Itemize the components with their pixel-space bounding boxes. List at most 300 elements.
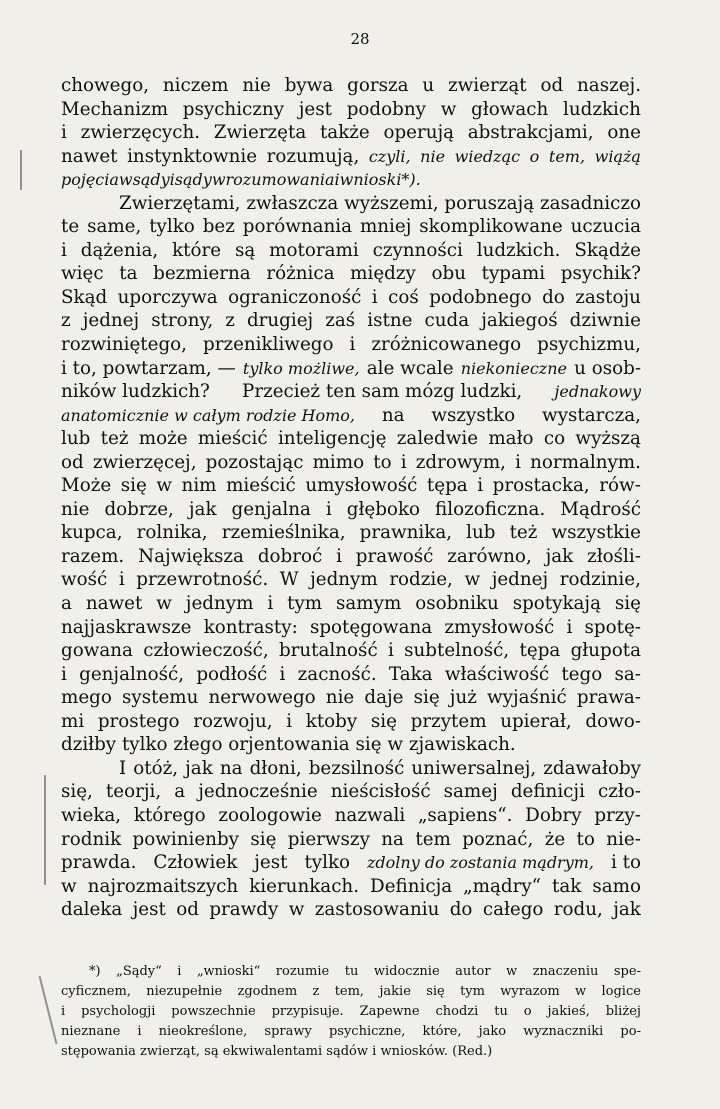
word: skomplikowane (419, 216, 563, 238)
word: widocznie (373, 964, 440, 979)
word: w (440, 98, 457, 120)
word: nieokreślone, (158, 1024, 248, 1039)
word: bezsilność (308, 757, 405, 779)
word: spotęgowana (309, 616, 433, 638)
word: stępowania (61, 1044, 141, 1059)
word: w (575, 984, 587, 999)
word: się (426, 984, 445, 999)
word: nawet (61, 145, 118, 167)
word: jednym (310, 569, 378, 591)
word: powinienby (132, 828, 239, 850)
word: tak (552, 875, 582, 897)
word: wieka, (61, 804, 122, 826)
word: tu (494, 1004, 508, 1019)
word: jak (188, 498, 217, 520)
italic-phrase: tem, (548, 146, 586, 166)
word: nie (325, 687, 355, 709)
word: zwierzęcej, (92, 451, 197, 473)
word: znaczeniu (532, 964, 599, 979)
word: daleka (61, 899, 123, 921)
word: rodnik (61, 828, 122, 850)
word: psychik? (560, 263, 641, 285)
word: więc (61, 263, 104, 285)
word: i (61, 663, 67, 685)
italic-phrase: anatomicznie w całym rodzie Homo, (61, 405, 355, 425)
word: z (225, 310, 235, 332)
body-line (61, 98, 641, 122)
word: jednym (185, 593, 254, 615)
word: w (156, 593, 172, 615)
word: w (387, 734, 409, 756)
word: są (204, 1044, 223, 1059)
body-line (61, 309, 641, 333)
word: w (61, 875, 77, 897)
word: właściwość (444, 663, 550, 685)
word: przewrotność. (136, 569, 269, 591)
word: w (156, 475, 172, 497)
word: spe- (613, 964, 641, 979)
word: umysłowość (305, 475, 418, 497)
word: „wnioski“ (196, 964, 261, 979)
body-line (61, 380, 641, 404)
word: pozostając (205, 451, 304, 473)
word: zarówno, (447, 545, 532, 567)
body-line (61, 192, 641, 216)
word: się (370, 710, 397, 732)
word: od (540, 75, 564, 96)
word: rozumują, (266, 145, 360, 167)
word: jest (298, 98, 332, 120)
word: lub (466, 522, 496, 544)
word: już (449, 687, 477, 709)
word: się, (61, 781, 93, 803)
word: prawnika, (359, 522, 453, 544)
italic-phrase: pojęcia (61, 170, 119, 190)
word: i (267, 593, 274, 615)
word: psychologji (81, 1004, 156, 1019)
word: które (172, 239, 222, 261)
margin-mark (20, 150, 22, 190)
body-line (61, 828, 641, 852)
italic-phrase: w (211, 170, 226, 190)
word: logice (601, 984, 641, 999)
body-line (61, 733, 641, 757)
word: zasadniczo (539, 192, 641, 214)
body-line (61, 898, 641, 922)
word: na (381, 404, 405, 426)
word: mego (61, 687, 112, 709)
word: po- (620, 1024, 641, 1039)
word: istne (367, 310, 413, 332)
word: rodu, (553, 899, 603, 921)
word: złego (173, 734, 229, 756)
word: najjaskrawsze (61, 616, 192, 638)
word: filozoficzna. (435, 498, 546, 520)
word: przenikliwego (203, 334, 334, 356)
body-line (61, 616, 641, 640)
word: razem. (61, 545, 125, 567)
word: zwierząt (448, 75, 527, 96)
word: wyższą (575, 428, 641, 450)
word: instynktownie (127, 145, 258, 167)
word: zaledwie (396, 428, 479, 450)
word: „Sądy“ (116, 964, 162, 979)
word: brutalność (278, 640, 378, 662)
word: się (120, 475, 147, 497)
word: bez (202, 216, 235, 238)
word: jest (132, 899, 166, 921)
word: złośli- (587, 545, 641, 567)
word: między (350, 263, 416, 285)
word: co (543, 428, 566, 450)
word: zwierząt, (140, 1044, 205, 1059)
word: ludzkich (563, 98, 641, 120)
word: i (118, 569, 125, 591)
word: daje (364, 687, 404, 709)
body-line (61, 357, 641, 381)
word: bezmierna (153, 263, 251, 285)
word: (Red.) (452, 1044, 493, 1059)
word: rodzie, (389, 569, 453, 591)
word: ta (119, 263, 138, 285)
word: cyficznem, (61, 984, 131, 999)
word: Dobry (525, 804, 582, 826)
word: sądów (326, 1044, 373, 1059)
word: jednej (491, 569, 549, 591)
footnote-line (61, 962, 641, 982)
word: czło- (597, 781, 641, 803)
word: ale wcale (366, 357, 454, 379)
word: jak (185, 757, 213, 779)
word: systemu (122, 687, 199, 709)
word: zwierzęcych. (80, 122, 201, 144)
italic-phrase: i (169, 170, 175, 190)
word: Skądże (574, 239, 641, 261)
word: podobnego (429, 286, 532, 308)
word: podłość (196, 663, 268, 685)
word: tem (415, 828, 451, 850)
word: się (250, 828, 277, 850)
word: w (288, 899, 305, 921)
word: o (523, 1004, 532, 1019)
word: i (349, 334, 356, 356)
word: w (464, 569, 481, 591)
word: tylko (304, 852, 351, 874)
word: prawda. (61, 852, 137, 874)
word: teorji, (105, 781, 162, 803)
body-line (61, 239, 641, 263)
word: wyjaśnić (486, 687, 567, 709)
word: mi (61, 710, 85, 732)
word: bywa (284, 75, 334, 96)
word: uczucia (570, 216, 641, 238)
word: i (515, 451, 521, 473)
word: czynności (372, 239, 463, 261)
body-line (61, 686, 641, 710)
word: cuda (424, 310, 470, 332)
word: niezupełnie (146, 984, 223, 999)
word: normalnym. (530, 451, 641, 473)
word: gorsza (347, 75, 409, 96)
word: wszystkie (551, 522, 641, 544)
word: Mechanizm (61, 98, 169, 120)
word: wyrazom (500, 984, 560, 999)
word: otóż, (133, 757, 179, 779)
word: a (61, 593, 72, 615)
word: samo (592, 875, 641, 897)
body-line (61, 474, 641, 498)
body-line (61, 333, 641, 357)
word: rzemieślnika, (221, 522, 346, 544)
word: wszystko (431, 404, 516, 426)
body-line (61, 168, 641, 192)
word: mimo (312, 451, 365, 473)
word: a (174, 781, 186, 803)
word: i (400, 451, 407, 473)
italic-phrase: niekonieczne (460, 358, 567, 378)
italic-phrase: sądy (132, 170, 170, 190)
word: uporczywa (117, 286, 218, 308)
word: dłoni, (249, 757, 302, 779)
word: gowana (61, 640, 133, 662)
word: podobny (346, 98, 426, 120)
word: sprawy (264, 1024, 312, 1039)
word: jest (254, 852, 288, 874)
body-line (61, 121, 641, 145)
word: jak (545, 545, 574, 567)
word: „mądry“ (463, 875, 541, 897)
body-line (61, 498, 641, 522)
word: genjalna (231, 498, 311, 520)
word: zróżnicowanego (371, 334, 522, 356)
word: psychiczny (182, 98, 285, 120)
word: upierał, (500, 710, 572, 732)
word: się (413, 687, 440, 709)
word: u (422, 75, 435, 96)
word: Przecież ten sam mózg ludzki, (242, 381, 523, 403)
word: naszej. (577, 75, 641, 96)
word: że (544, 828, 566, 850)
body-line (61, 404, 641, 428)
word: i (371, 286, 378, 308)
word: i to, powtarzam, — (61, 357, 236, 379)
word: to (373, 451, 392, 473)
body-line (61, 427, 641, 451)
word: się (614, 593, 641, 615)
word: na (381, 828, 404, 850)
word: różnica (266, 263, 335, 285)
word: pierwszy (287, 828, 370, 850)
word: może (138, 428, 188, 450)
word: od (176, 899, 199, 921)
word: kupca, (61, 522, 123, 544)
italic-phrase: wiążą (594, 146, 641, 166)
word: jednocześnie (198, 781, 318, 803)
italic-phrase: i (334, 170, 340, 190)
word: tym (460, 984, 485, 999)
word: dziwnie (569, 310, 641, 332)
word: chodzi (435, 1004, 479, 1019)
italic-phrase: jednakowy (554, 382, 641, 402)
word: zastoju (575, 286, 641, 308)
word: inteligencję (277, 428, 387, 450)
word: ludzkich. (476, 239, 561, 261)
italic-phrase: wiedząc (454, 146, 521, 166)
italic-phrase: sądy (174, 170, 212, 190)
word: motorami (269, 239, 359, 261)
body-line (61, 780, 641, 804)
body-line (61, 545, 641, 569)
word: chowego, (61, 75, 150, 96)
word: Taka (388, 663, 433, 685)
word: tępa (426, 475, 468, 497)
word: i (137, 1024, 142, 1039)
body-line (61, 568, 641, 592)
word: nerwowego (208, 687, 316, 709)
word: ników ludzkich? (61, 381, 210, 403)
body-line (61, 145, 641, 169)
word: przytem (410, 710, 487, 732)
word: człowieczość, (143, 640, 269, 662)
word: w (506, 964, 518, 979)
body-line (61, 592, 641, 616)
word: jakieś, (547, 1004, 590, 1019)
word: i (566, 616, 573, 638)
word: definicji (510, 781, 585, 803)
word: dobroć (257, 545, 323, 567)
body-line (61, 851, 641, 875)
word: abstrakcjami, (467, 122, 594, 144)
word: i (477, 475, 484, 497)
word: jakie (379, 984, 411, 999)
italic-phrase: zdolny do zostania mądrym, (367, 853, 594, 873)
word: subtelność, (404, 640, 510, 662)
word: poruszają (444, 192, 535, 214)
word: obu (431, 263, 466, 285)
body-line (61, 804, 641, 828)
word: bliżej (605, 1004, 641, 1019)
word: tem, (334, 984, 365, 999)
word: zwłaszcza (246, 192, 339, 214)
word: są (234, 239, 256, 261)
body-line (61, 262, 641, 286)
footnote (61, 962, 641, 1062)
body-text (61, 74, 641, 922)
italic-phrase: nie (420, 146, 446, 166)
word: tego (561, 663, 603, 685)
word: samym (336, 593, 402, 615)
word: Największa (138, 545, 244, 567)
word: psychiczne, (328, 1024, 406, 1039)
word: mieścić (226, 475, 296, 497)
body-line (61, 639, 641, 663)
body-line (61, 521, 641, 545)
word: do (542, 286, 565, 308)
word: *) (89, 964, 101, 979)
word: z (61, 310, 71, 332)
word: i (61, 1004, 66, 1019)
body-line (61, 286, 641, 310)
word: spotykają (512, 593, 601, 615)
word: lub (61, 428, 91, 450)
body-line (61, 710, 641, 734)
word: zaś (325, 310, 356, 332)
italic-phrase: w (118, 170, 133, 190)
word: dziłby (61, 734, 122, 756)
footnote-line (61, 1002, 641, 1022)
word: nim (181, 475, 217, 497)
word: „sapiens“. (417, 804, 513, 826)
word: nie- (606, 828, 641, 850)
word: nawet (85, 593, 143, 615)
word: rodzinie, (559, 569, 641, 591)
word: zoologowie (218, 804, 322, 826)
word: u osob- (574, 357, 641, 379)
margin-mark (44, 775, 46, 885)
body-line (61, 757, 641, 781)
word: mało (488, 428, 534, 450)
word: też (100, 428, 129, 450)
word: porównania (242, 216, 353, 238)
word: Człowiek (153, 852, 238, 874)
word: i (279, 663, 286, 685)
word: wniosków. (380, 1044, 453, 1059)
word: Zapewne (359, 1004, 420, 1019)
footnote-line (61, 1042, 641, 1062)
word: jak (613, 899, 641, 921)
body-line (61, 663, 641, 687)
word: nieznane (61, 1024, 121, 1039)
word: przy- (594, 804, 641, 826)
word: i (336, 545, 342, 567)
word: i (325, 498, 332, 520)
word: te (61, 216, 80, 238)
word: i (372, 1044, 381, 1059)
word: Definicja (370, 875, 453, 897)
word: się (355, 734, 388, 756)
word: dobrze, (104, 498, 174, 520)
word: powszechnie (171, 1004, 256, 1019)
page-number: 28 (350, 30, 370, 48)
word: i (286, 710, 293, 732)
word: jako (478, 1024, 507, 1039)
word: Mądrość (560, 498, 641, 520)
word: orjentowania (228, 734, 356, 756)
footnote-line (61, 982, 641, 1002)
word: Może (61, 475, 112, 497)
word: nieścisłość (330, 781, 431, 803)
word: one (607, 122, 641, 144)
word: mniej (359, 216, 412, 238)
italic-phrase: rozumowania (225, 170, 335, 190)
word: tylko (149, 216, 195, 238)
word: jakiegoś (481, 310, 558, 332)
word: Zwierzętami, (119, 192, 241, 214)
word: i (387, 640, 394, 662)
word: zgodnem (237, 984, 298, 999)
word: i (61, 122, 67, 144)
word: osobniku (415, 593, 499, 615)
word: kierunkach. (249, 875, 360, 897)
word: tym (287, 593, 323, 615)
word: rozwiniętego, (61, 334, 187, 356)
word: spotę- (584, 616, 641, 638)
word: prawdy (209, 899, 279, 921)
word: całego (482, 899, 544, 921)
word: rozumie (275, 964, 330, 979)
word: od (61, 451, 84, 473)
word: sa- (614, 663, 641, 685)
